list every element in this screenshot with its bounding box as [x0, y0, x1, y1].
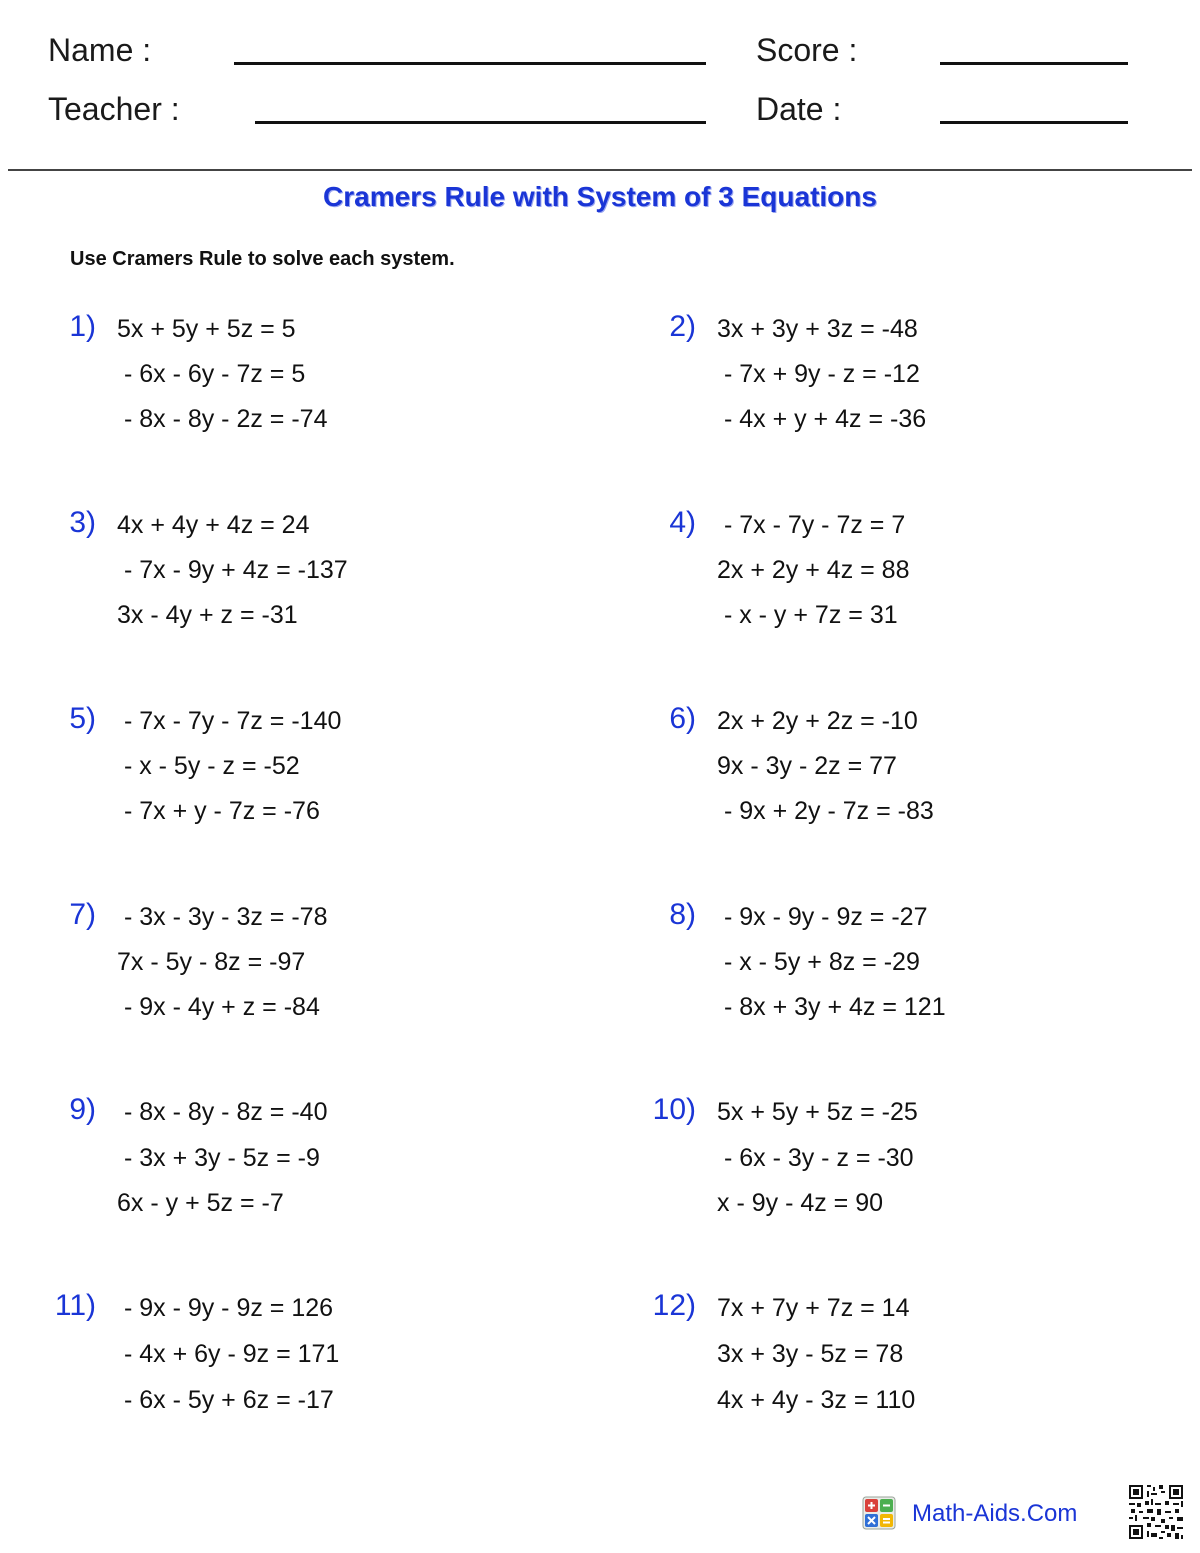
equation: - 9x + 2y - 7z = -83: [717, 797, 934, 825]
equation: 2x + 2y + 2z = -10: [717, 707, 918, 735]
problem-number: 3): [69, 506, 96, 539]
equation: 5x + 5y + 5z = -25: [717, 1098, 918, 1126]
equation: - 8x - 8y - 8z = -40: [117, 1098, 328, 1126]
equation: 4x + 4y + 4z = 24: [117, 511, 310, 539]
equation: - 7x + y - 7z = -76: [117, 797, 320, 825]
equation: 6x - y + 5z = -7: [117, 1189, 284, 1217]
equation: - 7x - 9y + 4z = -137: [117, 556, 348, 584]
problem-10: [652, 1093, 1072, 1237]
equation: x - 9y - 4z = 90: [717, 1189, 884, 1217]
problem-number: 2): [669, 310, 696, 343]
name-field-line[interactable]: [234, 62, 706, 65]
problem-number: 11): [54, 1289, 96, 1322]
problem-11: [52, 1289, 472, 1433]
problem-number: 5): [69, 702, 96, 735]
problem-number: 1): [69, 310, 96, 343]
equation: 7x - 5y - 8z = -97: [117, 948, 306, 976]
equation: - 3x + 3y - 5z = -9: [117, 1144, 320, 1172]
score-label: Score :: [756, 32, 858, 68]
equation: - x - 5y + 8z = -29: [717, 948, 920, 976]
date-label: Date :: [756, 91, 842, 127]
problem-number: 12): [652, 1289, 696, 1322]
problem-number: 6): [669, 702, 696, 735]
score-field-line[interactable]: [940, 62, 1128, 65]
problem-9: [52, 1093, 472, 1237]
equation: 3x + 3y + 3z = -48: [717, 315, 918, 343]
equation: 4x + 4y - 3z = 110: [717, 1386, 916, 1414]
equation: 5x + 5y + 5z = 5: [117, 315, 296, 343]
problem-number: 4): [669, 506, 696, 539]
problem-8: [652, 898, 1072, 1042]
problem-number: 9): [69, 1093, 96, 1126]
equation: - 7x - 7y - 7z = -140: [117, 707, 342, 735]
equation: 3x - 4y + z = -31: [117, 601, 298, 629]
problem-7: [52, 898, 472, 1042]
equation: - 7x - 7y - 7z = 7: [717, 511, 906, 539]
calculator-icon: [862, 1496, 896, 1530]
equation: 3x + 3y - 5z = 78: [717, 1340, 904, 1368]
problem-3: [52, 506, 472, 650]
equation: - 8x + 3y + 4z = 121: [717, 993, 946, 1021]
problem-number: 8): [669, 898, 696, 931]
problem-5: [52, 702, 472, 846]
problem-2: [652, 310, 1072, 454]
equation: - 3x - 3y - 3z = -78: [117, 903, 328, 931]
equation: 9x - 3y - 2z = 77: [717, 752, 897, 780]
equation: - 8x - 8y - 2z = -74: [117, 405, 328, 433]
equation: - x - y + 7z = 31: [717, 601, 898, 629]
problem-12: [652, 1289, 1072, 1433]
problem-6: [652, 702, 1072, 846]
date-field-line[interactable]: [940, 121, 1128, 124]
problem-number: 7): [69, 898, 96, 931]
problem-4: [652, 506, 1072, 650]
worksheet-instructions: Use Cramers Rule to solve each system.: [70, 248, 455, 270]
equation: - 4x + 6y - 9z = 171: [117, 1340, 340, 1368]
header-divider: [8, 169, 1192, 171]
equation: - 6x - 6y - 7z = 5: [117, 360, 306, 388]
teacher-label: Teacher :: [48, 91, 180, 127]
problem-number: 10): [652, 1093, 696, 1126]
equation: - 4x + y + 4z = -36: [717, 405, 927, 433]
equation: 2x + 2y + 4z = 88: [717, 556, 910, 584]
equation: - 6x - 3y - z = -30: [717, 1144, 914, 1172]
problem-1: [52, 310, 472, 454]
name-label: Name :: [48, 32, 152, 68]
site-link[interactable]: Math-Aids.Com: [912, 1500, 1078, 1527]
equation: - 9x - 4y + z = -84: [117, 993, 320, 1021]
equation: - 9x - 9y - 9z = 126: [117, 1294, 334, 1322]
equation: - 9x - 9y - 9z = -27: [717, 903, 928, 931]
equation: - x - 5y - z = -52: [117, 752, 300, 780]
equation: 7x + 7y + 7z = 14: [717, 1294, 910, 1322]
teacher-field-line[interactable]: [255, 121, 706, 124]
worksheet-title: Cramers Rule with System of 3 Equations: [323, 181, 877, 212]
equation: - 6x - 5y + 6z = -17: [117, 1386, 334, 1414]
equation: - 7x + 9y - z = -12: [717, 360, 920, 388]
qr-code-icon: [1127, 1483, 1185, 1541]
